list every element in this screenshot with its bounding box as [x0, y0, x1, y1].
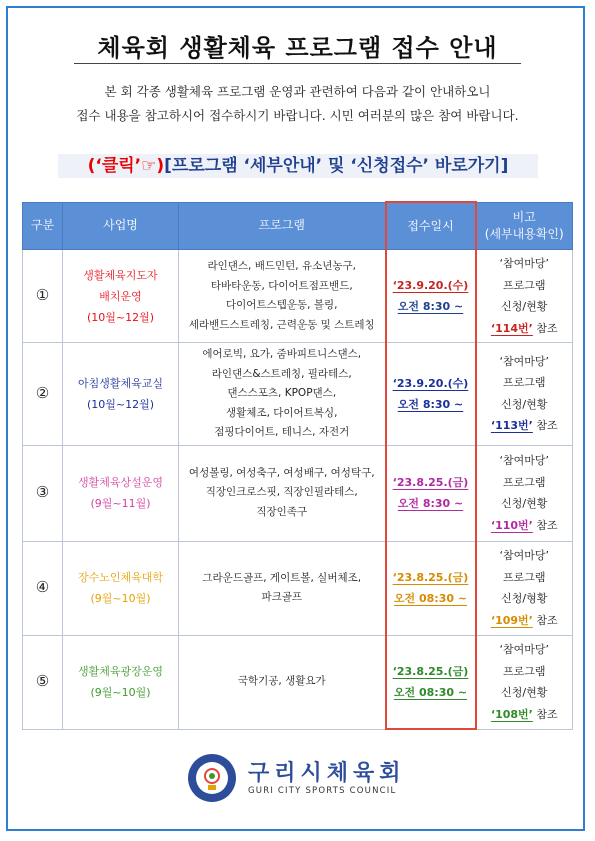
note-line: ‘참여마당’ — [499, 257, 549, 270]
program-line: 댄스스포츠, KPOP댄스, — [227, 387, 337, 399]
table-row — [23, 250, 573, 343]
council-emblem-icon — [186, 752, 238, 804]
note-line: 프로그램 — [502, 664, 546, 678]
program-list — [179, 250, 386, 343]
note-line: 신청/현황 — [501, 686, 548, 699]
registration-day: ‘23.9.20.(수) — [392, 279, 469, 292]
note-line: 참조 — [536, 707, 558, 721]
program-table — [22, 201, 573, 730]
business-period: (9월~10월) — [90, 592, 151, 605]
registration-day: ‘23.8.25.(금) — [392, 664, 469, 678]
registration-date — [386, 445, 476, 541]
note-line: 프로그램 — [502, 376, 546, 390]
program-line: 라인댄스&스트레칭, 필라테스, — [211, 367, 352, 380]
note-line: 참조 — [536, 613, 558, 627]
business-name — [63, 343, 179, 446]
registration-day: ‘23.8.25.(금) — [392, 571, 469, 584]
registration-date — [386, 635, 476, 729]
registration-time: 오전 08:30 ~ — [393, 685, 468, 699]
program-line: 점핑다이어트, 테니스, 자전거 — [214, 426, 350, 438]
business-period: (10월~12월) — [86, 310, 155, 324]
note-line: ‘참여마당’ — [499, 643, 549, 656]
business-name — [63, 541, 179, 635]
header-note-sub: (세부내용확인) — [484, 226, 564, 241]
header-date: 접수일시 — [386, 202, 476, 250]
registration-time: 오전 8:30 ~ — [397, 497, 464, 510]
row-number: ① — [23, 250, 63, 343]
business-period: (9월~10월) — [90, 686, 151, 699]
table-row — [23, 541, 573, 635]
council-name-english: GURI CITY SPORTS COUNCIL — [248, 786, 397, 796]
page-title: 체육회 생활체육 프로그램 접수 안내 — [97, 34, 498, 62]
row-number: ⑤ — [23, 635, 63, 729]
click-hint: (‘클릭’☞) — [87, 156, 165, 176]
note-cell — [476, 343, 573, 446]
table-row — [23, 343, 573, 446]
program-line: 라인댄스, 배드민턴, 유소년농구, — [207, 260, 357, 272]
program-line: 국학기공, 생활요가 — [237, 675, 326, 688]
row-number: ③ — [23, 445, 63, 541]
intro-line-2: 접수 내용을 참고하시어 접수하시기 바랍니다. 시민 여러분의 많은 참여 바랍니다. — [76, 108, 519, 123]
header-note-title: 비고 — [512, 209, 536, 224]
note-line: 참조 — [536, 518, 558, 532]
table-row — [23, 445, 573, 541]
registration-time: 오전 8:30 ~ — [397, 397, 464, 411]
program-line: 에어로빅, 요가, 줌바피트니스댄스, — [202, 348, 362, 360]
note-cell — [476, 250, 573, 343]
note-post-number: ‘110번’ — [490, 518, 533, 532]
registration-time: 오전 8:30 ~ — [397, 300, 464, 313]
note-line: ‘참여마당’ — [499, 454, 549, 467]
business-name-line: 아침생활체육교실 — [77, 376, 163, 390]
shortcut-link-text: [프로그램 ‘세부안내’ 및 ‘신청접수’ 바로가기] — [164, 156, 509, 176]
intro-text — [20, 80, 575, 128]
program-line: 타바타운동, 다이어트점프밴드, — [210, 279, 353, 292]
program-line: 다이어트스텝운동, 볼링, — [226, 299, 338, 311]
registration-day: ‘23.9.20.(수) — [392, 376, 469, 390]
program-line: 여성볼링, 여성축구, 여성배구, 여성탁구, — [188, 466, 375, 479]
registration-date — [386, 343, 476, 446]
note-line: ‘참여마당’ — [499, 549, 549, 562]
registration-day: ‘23.8.25.(금) — [392, 476, 469, 489]
council-name: 구리시체육회 — [248, 761, 406, 786]
title-underline — [74, 63, 521, 64]
program-line: 생활체조, 다이어트복싱, — [226, 406, 338, 419]
note-post-number: ‘113번’ — [490, 419, 533, 433]
intro-line-1: 본 회 각종 생활체육 프로그램 운영과 관련하여 다음과 같이 안내하오니 — [104, 84, 491, 99]
business-name-line: 배치운영 — [99, 289, 142, 303]
program-shortcut-link[interactable] — [58, 154, 538, 178]
table-row — [23, 635, 573, 729]
row-number: ④ — [23, 541, 63, 635]
note-cell — [476, 445, 573, 541]
program-list — [179, 541, 386, 635]
note-post-number: ‘114번’ — [490, 321, 533, 335]
note-cell — [476, 635, 573, 729]
program-list — [179, 445, 386, 541]
note-line: 신청/형황 — [501, 592, 548, 605]
note-post-number: ‘108번’ — [490, 707, 533, 721]
header-business: 사업명 — [63, 202, 179, 250]
note-line: 프로그램 — [502, 570, 546, 584]
program-line: 직장인족구 — [256, 505, 308, 518]
note-line: 신청/현황 — [501, 300, 548, 313]
business-name — [63, 635, 179, 729]
header-program: 프로그램 — [179, 202, 386, 250]
registration-date — [386, 541, 476, 635]
note-cell — [476, 541, 573, 635]
program-line: 그라운드골프, 게이트볼, 실버체조, — [202, 571, 362, 584]
header-note — [476, 202, 573, 250]
program-line: 파크골프 — [261, 591, 303, 603]
program-list — [179, 635, 386, 729]
council-logo — [186, 750, 412, 806]
note-line: 참조 — [536, 419, 558, 433]
program-line: 세라밴드스트레칭, 근력운동 및 스트레칭 — [188, 318, 375, 331]
business-name-line: 생활체육광장운영 — [77, 665, 163, 678]
program-list — [179, 343, 386, 446]
table-header-row — [23, 202, 573, 250]
business-name — [63, 445, 179, 541]
business-period: (9월~11월) — [90, 497, 151, 510]
note-line: 프로그램 — [502, 475, 546, 489]
note-line: 참조 — [536, 321, 558, 335]
business-name — [63, 250, 179, 343]
note-line: 프로그램 — [502, 278, 546, 292]
header-category: 구분 — [23, 202, 63, 250]
business-name-line: 장수노인체육대학 — [77, 571, 163, 584]
business-name-line: 생활체육상설운영 — [77, 476, 163, 489]
note-line: 신청/현황 — [501, 497, 548, 510]
registration-date — [386, 250, 476, 343]
note-line: 신청/현황 — [501, 397, 548, 411]
note-post-number: ‘109번’ — [490, 613, 533, 627]
business-period: (10월~12월) — [86, 397, 155, 411]
registration-time: 오전 08:30 ~ — [393, 592, 468, 605]
note-line: ‘참여마당’ — [499, 354, 549, 368]
program-line: 직장인크로스핏, 직장인필라테스, — [205, 486, 358, 499]
business-name-line: 생활체육지도자 — [83, 268, 158, 282]
row-number: ② — [23, 343, 63, 446]
